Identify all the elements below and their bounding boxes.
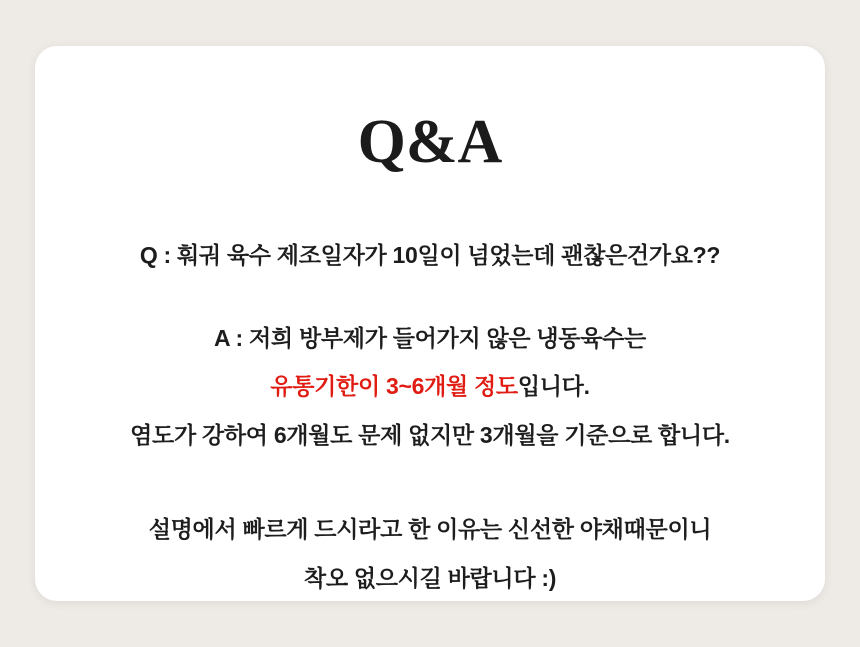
answer-line-3: 염도가 강하여 6개월도 문제 없지만 3개월을 기준으로 합니다. — [130, 421, 730, 448]
slide-card — [35, 46, 825, 601]
answer-line-1: A : 저희 방부제가 들어가지 않은 냉동육수는 — [214, 324, 646, 351]
answer-line-2-suffix: 입니다. — [517, 373, 590, 400]
note-block — [75, 512, 785, 595]
question-line: Q : 훠궈 육수 제조일자가 10일이 넘었는데 괜찮은건가요?? — [139, 242, 721, 269]
page-title: Q&A — [357, 108, 503, 176]
note-line-1: 설명에서 빠르게 드시라고 한 이유는 신선한 야채때문이니 — [148, 516, 712, 543]
answer-line-2 — [75, 369, 785, 404]
qa-content — [75, 238, 785, 595]
note-line-2: 착오 없으시길 바랍니다 :) — [303, 564, 557, 591]
shelf-life-highlight: 유통기한이 3~6개월 정도 — [270, 373, 518, 400]
